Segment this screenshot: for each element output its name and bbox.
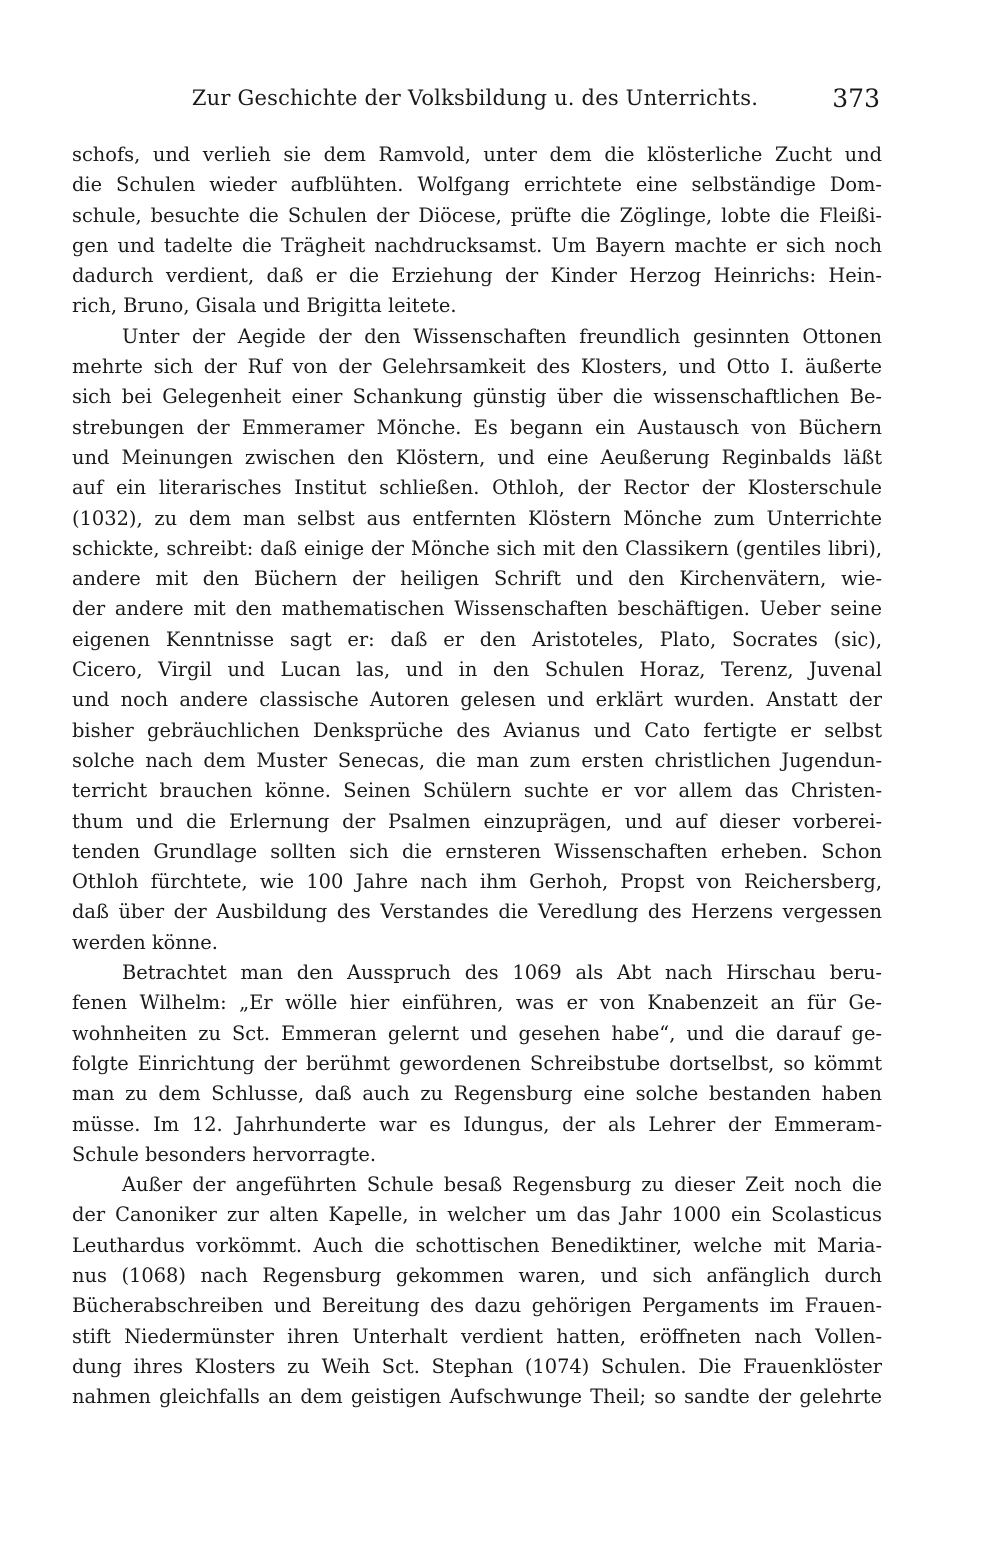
text-line: daß über der Ausbildung des Verstandes die Veredlung des Herzens vergessen bbox=[72, 900, 882, 924]
text-line: der andere mit den mathematischen Wissenschaften beschäftigen. Ueber seine bbox=[72, 597, 882, 621]
text-line: dung ihres Klosters zu Weih Sct. Stephan (1074) Schulen. Die Frauenklöster bbox=[72, 1354, 882, 1378]
text-line: müsse. Im 12. Jahrhunderte war es Idungus, der als Lehrer der Emmeram- bbox=[72, 1112, 882, 1136]
text-line: Schule besonders hervorragte. bbox=[72, 1142, 377, 1166]
text-line: nus (1068) nach Regensburg gekommen waren, und sich anfänglich durch bbox=[72, 1263, 882, 1287]
text-line: stift Niedermünster ihren Unterhalt verdient hatten, eröffneten nach Vollen- bbox=[72, 1324, 882, 1348]
text-line: gen und tadelte die Trägheit nachdrucksamst. Um Bayern machte er sich noch bbox=[72, 233, 882, 257]
text-line: andere mit den Büchern der heiligen Schrift und den Kirchenvätern, wie- bbox=[72, 567, 882, 591]
text-line: Betrachtet man den Ausspruch des 1069 als Abt nach Hirschau beru- bbox=[122, 961, 882, 985]
text-line: Cicero, Virgil und Lucan las, und in den Schulen Horaz, Terenz, Juvenal bbox=[72, 658, 882, 682]
running-title: Zur Geschichte der Volksbildung u. des Unterrichts. bbox=[191, 86, 759, 110]
page-number: 373 bbox=[832, 84, 880, 113]
text-line: (1032), zu dem man selbst aus entfernten Klöstern Mönche zum Unterrichte bbox=[72, 506, 882, 530]
text-line: man zu dem Schlusse, daß auch zu Regensburg eine solche bestanden haben bbox=[72, 1082, 882, 1106]
text-line: die Schulen wieder aufblühten. Wolfgang errichtete eine selbständige Dom- bbox=[72, 173, 882, 197]
paragraph bbox=[72, 140, 882, 322]
text-line: und noch andere classische Autoren gelesen und erklärt wurden. Anstatt der bbox=[72, 688, 882, 712]
text-line: Unter der Aegide der den Wissenschaften freundlich gesinnten Ottonen bbox=[122, 324, 882, 348]
text-line: nahmen gleichfalls an dem geistigen Aufschwunge Theil; so sandte der gelehrte bbox=[72, 1385, 882, 1409]
text-line: und Meinungen zwischen den Klöstern, und eine Aeußerung Reginbalds läßt bbox=[72, 445, 882, 469]
text-line: der Canoniker zur alten Kapelle, in welcher um das Jahr 1000 ein Scolasticus bbox=[72, 1203, 882, 1227]
text-line: folgte Einrichtung der berühmt gewordenen Schreibstube dortselbst, so kömmt bbox=[72, 1051, 882, 1075]
text-line: Bücherabschreiben und Bereitung des dazu gehörigen Pergaments im Frauen- bbox=[72, 1294, 882, 1318]
text-line: eigenen Kenntnisse sagt er: daß er den Aristoteles, Plato, Socrates (sic), bbox=[72, 627, 882, 651]
text-line: schule, besuchte die Schulen der Diöcese, prüfte die Zöglinge, lobte die Fleißi- bbox=[72, 203, 882, 227]
paragraph bbox=[72, 958, 882, 1170]
text-line: schofs, und verlieh sie dem Ramvold, unter dem die klösterliche Zucht und bbox=[72, 143, 882, 166]
text-line: schickte, schreibt: daß einige der Mönche sich mit den Classikern (gentiles libri), bbox=[72, 536, 882, 560]
text-line: terricht brauchen könne. Seinen Schülern suchte er vor allem das Christen- bbox=[72, 779, 882, 803]
text-line: strebungen der Emmeramer Mönche. Es begann ein Austausch von Büchern bbox=[72, 415, 882, 439]
text-line: rich, Bruno, Gisala und Brigitta leitete. bbox=[72, 294, 457, 318]
text-line: wohnheiten zu Sct. Emmeran gelernt und gesehen habe“, und die darauf ge- bbox=[72, 1021, 882, 1045]
text-line: Othloh fürchtete, wie 100 Jahre nach ihm Gerhoh, Propst von Reichersberg, bbox=[72, 870, 882, 894]
text-line: solche nach dem Muster Senecas, die man zum ersten christlichen Jugendun- bbox=[72, 748, 882, 772]
text-line: mehrte sich der Ruf von der Gelehrsamkeit des Klosters, und Otto I. äußerte bbox=[72, 355, 882, 379]
text-line: Leuthardus vorkömmt. Auch die schottischen Benediktiner, welche mit Maria- bbox=[72, 1233, 882, 1257]
paragraph bbox=[72, 322, 882, 958]
paragraph bbox=[72, 1170, 882, 1412]
text-line: sich bei Gelegenheit einer Schankung günstig über die wissenschaftlichen Be- bbox=[72, 385, 882, 409]
text-line: bisher gebräuchlichen Denksprüche des Avianus und Cato fertigte er selbst bbox=[72, 718, 882, 742]
text-line: fenen Wilhelm: „Er wölle hier einführen, was er von Knabenzeit an für Ge- bbox=[72, 991, 882, 1015]
text-line: dadurch verdient, daß er die Erziehung der Kinder Herzog Heinrichs: Hein- bbox=[72, 264, 882, 288]
text-body bbox=[72, 140, 882, 1412]
text-line: thum und die Erlernung der Psalmen einzuprägen, und auf dieser vorberei- bbox=[72, 809, 882, 833]
text-line: Außer der angeführten Schule besaß Regensburg zu dieser Zeit noch die bbox=[122, 1173, 882, 1197]
text-line: tenden Grundlage sollten sich die ernsteren Wissenschaften erheben. Schon bbox=[72, 839, 882, 863]
text-line: auf ein literarisches Institut schließen. Othloh, der Rector der Klosterschule bbox=[72, 476, 882, 500]
text-line: werden könne. bbox=[72, 930, 218, 954]
running-head bbox=[70, 86, 880, 122]
